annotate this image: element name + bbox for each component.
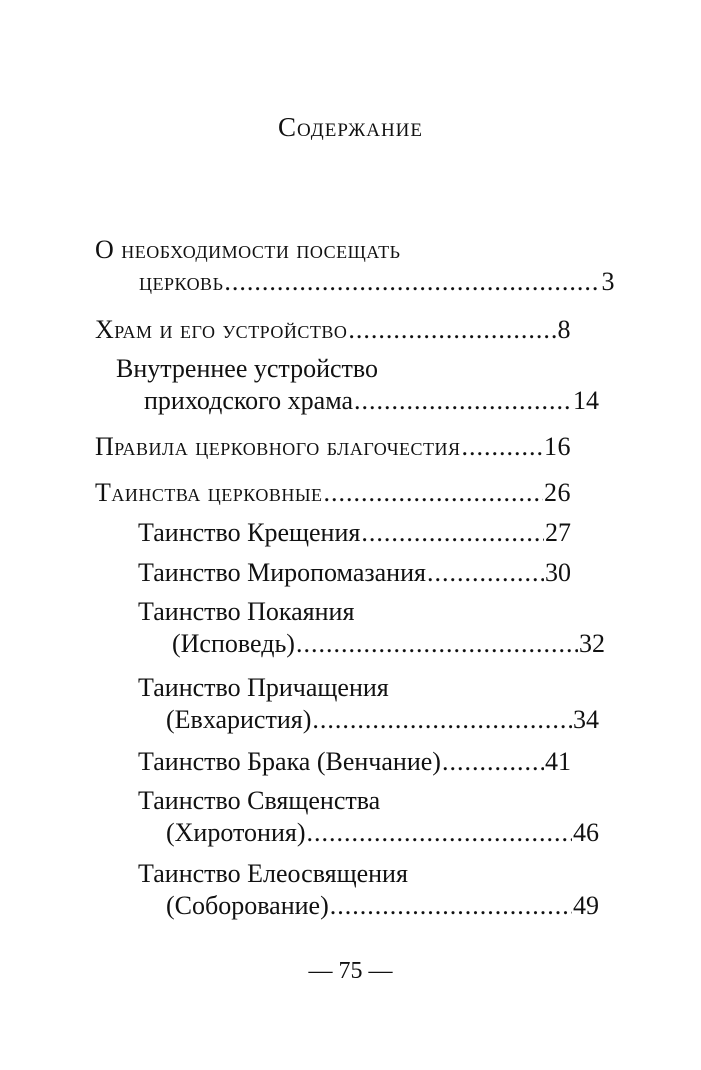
- toc-page-number: 46: [573, 818, 599, 847]
- toc-leader-dots: [324, 477, 543, 509]
- toc-entry-title: Таинство Священства: [138, 786, 381, 815]
- toc-entry-title-cont: церковь: [139, 267, 224, 296]
- toc-page-number: 16: [544, 432, 571, 461]
- toc-entry-title-cont: приходского храма: [144, 386, 354, 415]
- toc-entry-title-cont: (Евхаристия): [166, 705, 312, 734]
- toc-entry: [116, 353, 599, 417]
- toc-leader-dots: [354, 385, 572, 417]
- page-title: Содержание: [277, 112, 424, 142]
- toc-entry: [138, 746, 571, 778]
- toc-leader-dots: [306, 817, 572, 849]
- toc-entry: [95, 234, 615, 298]
- toc-leader-dots: [348, 314, 556, 346]
- toc-entry-title-cont: (Исповедь): [172, 629, 295, 658]
- toc-page-number: 41: [545, 747, 571, 776]
- toc-entry: [95, 314, 571, 346]
- toc-entry-title: Таинство Покаяния: [138, 597, 355, 626]
- toc-entry: [138, 517, 571, 549]
- toc-entry-title: Таинство Елеосвящения: [138, 859, 408, 888]
- toc-page-number: 8: [557, 315, 571, 344]
- toc-page-number: 3: [601, 267, 615, 296]
- toc-entry-title-cont: (Хиротония): [166, 818, 306, 847]
- toc-page-number: 14: [573, 386, 599, 415]
- toc-leader-dots: [427, 557, 544, 589]
- toc-leader-dots: [224, 266, 600, 298]
- toc-leader-dots: [296, 628, 578, 660]
- toc-entry-title: Таинство Причащения: [138, 673, 389, 702]
- toc-entry-title: Правила церковного благочестия: [95, 432, 461, 461]
- page-number: — 75 —: [308, 958, 393, 984]
- toc-entry-title: Внутреннее устройство: [116, 354, 379, 383]
- toc-page-number: 26: [544, 478, 571, 507]
- toc-page-number: 27: [545, 518, 571, 547]
- toc-page-number: 30: [545, 558, 571, 587]
- toc-entry-title: О необходимости посещать: [95, 235, 401, 264]
- toc-leader-dots: [312, 704, 572, 736]
- toc-entry-title: Таинство Крещения: [138, 518, 361, 547]
- toc-leader-dots: [330, 890, 572, 922]
- toc-entry: [95, 431, 571, 463]
- toc-entry: [138, 785, 599, 849]
- toc-entry-title: Таинство Брака (Венчание): [138, 747, 441, 776]
- toc-entry-title: Таинства церковные: [95, 478, 323, 507]
- toc-leader-dots: [462, 431, 543, 463]
- toc-entry: [138, 858, 599, 922]
- toc-entry-title-cont: (Соборование): [166, 891, 329, 920]
- toc-entry-title: Храм и его устройство: [95, 315, 348, 344]
- toc-leader-dots: [442, 746, 544, 778]
- toc-page-number: 32: [579, 629, 605, 658]
- toc-entry-title: Таинство Миропомазания: [138, 558, 426, 587]
- toc-entry: [138, 596, 605, 660]
- toc-page-number: 49: [573, 891, 599, 920]
- toc-entry: [138, 672, 599, 736]
- toc-entry: [95, 477, 571, 509]
- toc-entry: [138, 557, 571, 589]
- toc-leader-dots: [361, 517, 544, 549]
- toc-page-number: 34: [573, 705, 599, 734]
